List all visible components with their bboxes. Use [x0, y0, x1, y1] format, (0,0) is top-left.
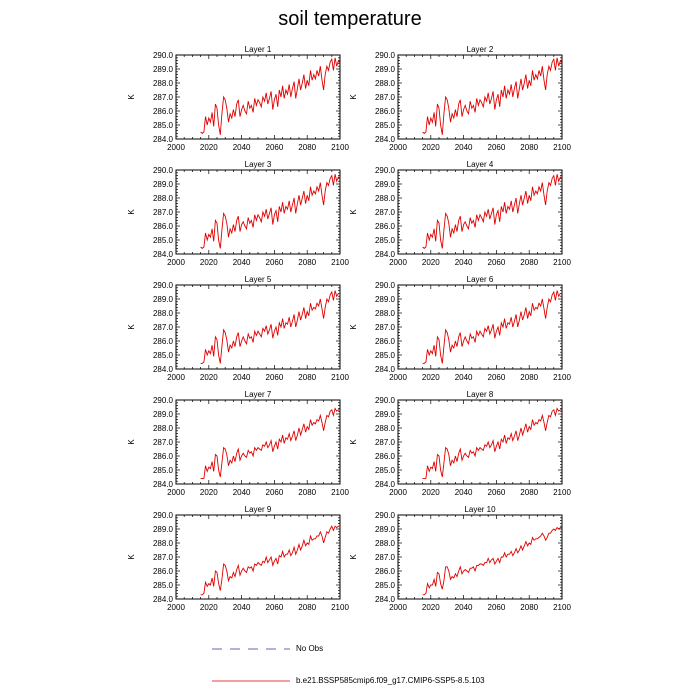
x-tick-label: 2020 [199, 373, 218, 382]
x-tick-label: 2040 [454, 373, 473, 382]
y-tick-label: 287.0 [374, 438, 395, 447]
y-tick-label: 284.0 [152, 480, 173, 489]
x-tick-label: 2040 [454, 258, 473, 267]
panel-title: Layer 1 [244, 45, 272, 54]
y-tick-label: 287.0 [152, 438, 173, 447]
y-tick-label: 289.0 [152, 525, 173, 534]
y-tick-label: 287.0 [374, 553, 395, 562]
x-tick-label: 2060 [487, 258, 506, 267]
plot-frame [176, 400, 340, 484]
y-tick-label: 287.0 [152, 323, 173, 332]
series-line [423, 58, 562, 135]
x-tick-label: 2100 [553, 258, 571, 267]
y-tick-label: 285.0 [374, 236, 395, 245]
panel-layer-7 [127, 390, 349, 497]
y-tick-label: 286.0 [374, 107, 395, 116]
series-line [423, 174, 562, 248]
x-tick-label: 2060 [487, 373, 506, 382]
x-tick-label: 2040 [454, 143, 473, 152]
plot-frame [398, 55, 562, 139]
x-tick-label: 2000 [167, 373, 185, 382]
x-tick-label: 2040 [232, 258, 251, 267]
x-tick-label: 2080 [298, 258, 317, 267]
y-tick-label: 288.0 [374, 194, 395, 203]
y-tick-label: 288.0 [152, 309, 173, 318]
x-tick-label: 2060 [487, 603, 506, 612]
y-tick-label: 288.0 [374, 309, 395, 318]
y-tick-label: 286.0 [152, 107, 173, 116]
y-tick-label: 288.0 [374, 539, 395, 548]
y-tick-label: 286.0 [374, 337, 395, 346]
x-tick-label: 2080 [298, 603, 317, 612]
y-axis-label: K [349, 94, 358, 100]
plot-frame [176, 515, 340, 599]
x-tick-label: 2020 [421, 373, 440, 382]
panel-title: Layer 9 [244, 505, 272, 514]
y-tick-label: 285.0 [374, 351, 395, 360]
y-tick-label: 290.0 [374, 511, 395, 520]
y-tick-label: 285.0 [152, 236, 173, 245]
y-tick-label: 284.0 [152, 365, 173, 374]
y-tick-label: 284.0 [374, 250, 395, 259]
x-tick-label: 2080 [298, 488, 317, 497]
y-tick-label: 284.0 [152, 250, 173, 259]
x-tick-label: 2080 [520, 488, 539, 497]
y-tick-label: 288.0 [152, 79, 173, 88]
x-tick-label: 2100 [331, 258, 349, 267]
plot-frame [398, 400, 562, 484]
x-tick-label: 2040 [232, 373, 251, 382]
y-tick-label: 289.0 [374, 180, 395, 189]
y-tick-label: 286.0 [152, 222, 173, 231]
y-tick-label: 285.0 [152, 351, 173, 360]
series-line [423, 291, 562, 364]
series-line [201, 291, 340, 364]
x-tick-label: 2000 [389, 373, 407, 382]
y-axis-label: K [127, 554, 136, 560]
panel-layer-3 [127, 160, 349, 267]
x-tick-label: 2000 [389, 258, 407, 267]
y-tick-label: 286.0 [152, 452, 173, 461]
x-tick-label: 2100 [553, 603, 571, 612]
x-tick-label: 2020 [421, 603, 440, 612]
panel-title: Layer 7 [244, 390, 272, 399]
x-tick-label: 2000 [167, 488, 185, 497]
panel-title: Layer 3 [244, 160, 272, 169]
panel-layer-2 [349, 45, 571, 152]
series-line [201, 526, 340, 595]
x-tick-label: 2100 [331, 373, 349, 382]
y-axis-label: K [127, 439, 136, 445]
y-tick-label: 290.0 [152, 51, 173, 60]
y-tick-label: 287.0 [152, 553, 173, 562]
x-tick-label: 2080 [298, 143, 317, 152]
y-tick-label: 289.0 [374, 295, 395, 304]
x-tick-label: 2060 [265, 603, 284, 612]
panel-title: Layer 10 [464, 505, 496, 514]
x-tick-label: 2080 [520, 373, 539, 382]
y-tick-label: 289.0 [152, 180, 173, 189]
y-axis-label: K [127, 94, 136, 100]
panel-title: Layer 5 [244, 275, 272, 284]
panel-layer-1 [127, 45, 349, 152]
x-tick-label: 2020 [199, 603, 218, 612]
x-tick-label: 2100 [553, 143, 571, 152]
legend-obs-label: No Obs [296, 644, 324, 653]
plot-frame [398, 170, 562, 254]
panel-layer-4 [349, 160, 571, 267]
y-tick-label: 288.0 [374, 424, 395, 433]
x-tick-label: 2080 [520, 258, 539, 267]
plot-frame [176, 55, 340, 139]
y-tick-label: 285.0 [152, 121, 173, 130]
y-axis-label: K [127, 324, 136, 330]
y-tick-label: 289.0 [374, 65, 395, 74]
panel-title: Layer 2 [466, 45, 494, 54]
series-line [201, 174, 340, 248]
x-tick-label: 2000 [167, 143, 185, 152]
x-tick-label: 2020 [421, 258, 440, 267]
x-tick-label: 2040 [454, 603, 473, 612]
panel-layer-10 [349, 505, 571, 612]
y-tick-label: 290.0 [374, 51, 395, 60]
x-tick-label: 2000 [389, 603, 407, 612]
y-tick-label: 284.0 [374, 595, 395, 604]
y-tick-label: 284.0 [374, 365, 395, 374]
x-tick-label: 2000 [389, 488, 407, 497]
x-tick-label: 2060 [265, 373, 284, 382]
y-tick-label: 284.0 [152, 595, 173, 604]
legend [212, 649, 290, 681]
x-tick-label: 2000 [389, 143, 407, 152]
x-tick-label: 2040 [232, 603, 251, 612]
x-tick-label: 2060 [487, 488, 506, 497]
x-tick-label: 2060 [265, 488, 284, 497]
y-tick-label: 285.0 [152, 581, 173, 590]
y-tick-label: 288.0 [152, 424, 173, 433]
panel-title: Layer 6 [466, 275, 494, 284]
y-tick-label: 286.0 [374, 567, 395, 576]
y-tick-label: 290.0 [374, 281, 395, 290]
y-tick-label: 290.0 [152, 166, 173, 175]
y-tick-label: 287.0 [152, 93, 173, 102]
y-tick-label: 286.0 [374, 452, 395, 461]
y-tick-label: 285.0 [374, 466, 395, 475]
plot-frame [176, 285, 340, 369]
x-tick-label: 2100 [331, 488, 349, 497]
x-tick-label: 2100 [553, 488, 571, 497]
x-tick-label: 2000 [167, 603, 185, 612]
plot-frame [176, 170, 340, 254]
x-tick-label: 2080 [520, 603, 539, 612]
x-tick-label: 2080 [298, 373, 317, 382]
plot-frame [398, 515, 562, 599]
plot-frame [398, 285, 562, 369]
y-tick-label: 287.0 [374, 93, 395, 102]
legend-model-label: b.e21.BSSP585cmip6.f09_g17.CMIP6-SSP5-8.5.103 [296, 676, 485, 685]
y-tick-label: 285.0 [374, 581, 395, 590]
panel-layer-5 [127, 275, 349, 382]
y-tick-label: 289.0 [374, 410, 395, 419]
y-tick-label: 284.0 [374, 480, 395, 489]
y-tick-label: 284.0 [152, 135, 173, 144]
x-tick-label: 2100 [331, 603, 349, 612]
x-tick-label: 2020 [421, 143, 440, 152]
x-tick-label: 2040 [454, 488, 473, 497]
panel-layer-6 [349, 275, 571, 382]
y-tick-label: 287.0 [374, 208, 395, 217]
y-tick-label: 287.0 [374, 323, 395, 332]
y-tick-label: 285.0 [152, 466, 173, 475]
x-tick-label: 2020 [199, 258, 218, 267]
x-tick-label: 2000 [167, 258, 185, 267]
panel-layer-8 [349, 390, 571, 497]
y-tick-label: 288.0 [152, 539, 173, 548]
y-tick-label: 289.0 [152, 410, 173, 419]
x-tick-label: 2060 [265, 143, 284, 152]
y-tick-label: 290.0 [374, 396, 395, 405]
y-tick-label: 289.0 [152, 295, 173, 304]
x-tick-label: 2020 [199, 488, 218, 497]
y-tick-label: 287.0 [152, 208, 173, 217]
y-axis-label: K [349, 324, 358, 330]
x-tick-label: 2100 [553, 373, 571, 382]
panel-title: Layer 4 [466, 160, 494, 169]
y-tick-label: 286.0 [152, 567, 173, 576]
x-tick-label: 2040 [232, 488, 251, 497]
x-tick-label: 2100 [331, 143, 349, 152]
y-axis-label: K [349, 554, 358, 560]
y-tick-label: 288.0 [374, 79, 395, 88]
y-tick-label: 286.0 [374, 222, 395, 231]
y-tick-label: 290.0 [152, 396, 173, 405]
y-tick-label: 289.0 [374, 525, 395, 534]
panel-layer-9 [127, 505, 349, 612]
panel-title: Layer 8 [466, 390, 494, 399]
y-tick-label: 290.0 [152, 281, 173, 290]
series-line [423, 408, 562, 478]
figure-title: soil temperature [278, 8, 422, 30]
series-line [423, 528, 562, 595]
x-tick-label: 2040 [232, 143, 251, 152]
x-tick-label: 2060 [265, 258, 284, 267]
x-tick-label: 2060 [487, 143, 506, 152]
series-line [201, 58, 340, 135]
series-line [201, 408, 340, 478]
y-tick-label: 290.0 [374, 166, 395, 175]
x-tick-label: 2080 [520, 143, 539, 152]
y-tick-label: 289.0 [152, 65, 173, 74]
y-tick-label: 288.0 [152, 194, 173, 203]
x-tick-label: 2020 [421, 488, 440, 497]
y-axis-label: K [127, 209, 136, 215]
y-tick-label: 286.0 [152, 337, 173, 346]
y-tick-label: 284.0 [374, 135, 395, 144]
x-tick-label: 2020 [199, 143, 218, 152]
y-tick-label: 290.0 [152, 511, 173, 520]
y-axis-label: K [349, 209, 358, 215]
y-axis-label: K [349, 439, 358, 445]
y-tick-label: 285.0 [374, 121, 395, 130]
